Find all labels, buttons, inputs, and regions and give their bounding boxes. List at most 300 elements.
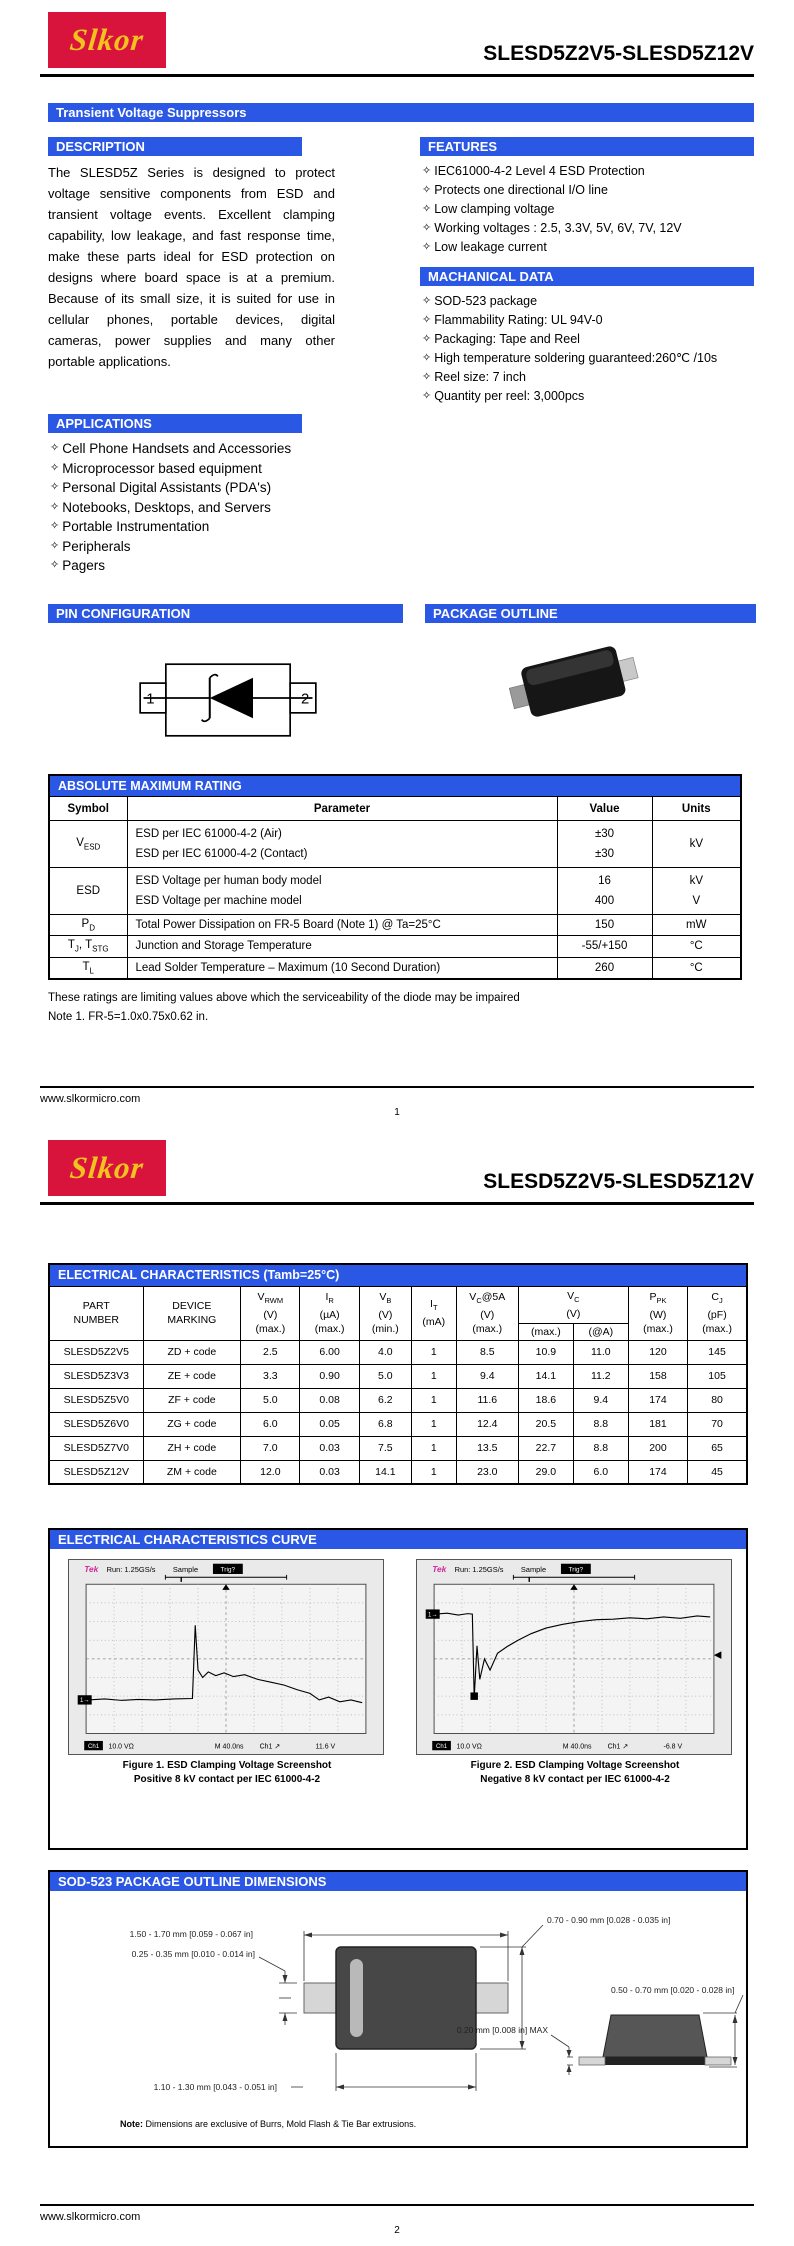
side-body	[603, 2015, 707, 2057]
ppk-cell: 174	[628, 1388, 687, 1412]
run-rate-label: Run: 1.25GS/s	[454, 1565, 504, 1575]
list-item	[48, 517, 335, 537]
part-number-cell: SLESD5Z2V5	[49, 1340, 143, 1364]
column-header-value: Value	[557, 797, 652, 821]
cond-line: (max.)	[702, 1323, 732, 1336]
vc-a-cell: 6.0	[573, 1460, 628, 1484]
symbol-base: T	[82, 960, 90, 973]
sym-sub: C	[476, 1296, 482, 1306]
dimension-label-side-height: 0.50 - 0.70 mm [0.020 - 0.028 in]	[611, 1985, 735, 1996]
column-header-parameter: Parameter	[127, 797, 557, 821]
header-line: MARKING	[167, 1314, 217, 1327]
parameter-cell	[127, 868, 557, 915]
pin-configuration-section	[48, 604, 403, 760]
cond-line: (max.)	[314, 1323, 345, 1336]
elec-table-title-row	[49, 1264, 747, 1286]
trigger-source: Ch1 ↗	[259, 1743, 281, 1751]
value-cell	[557, 868, 652, 915]
table-row	[49, 1340, 747, 1364]
feature-text: Low clamping voltage	[434, 202, 555, 216]
right-column	[420, 137, 754, 576]
package-outline-heading: PACKAGE OUTLINE	[425, 604, 756, 623]
sym: V	[567, 1289, 575, 1302]
sample-label: Sample	[172, 1565, 199, 1575]
vb-cell: 5.0	[359, 1364, 411, 1388]
it-cell: 1	[411, 1340, 456, 1364]
package-dimensions-heading: SOD-523 PACKAGE OUTLINE DIMENSIONS	[50, 1872, 746, 1891]
diamond-bullet-icon: ✧	[422, 241, 432, 253]
cj-cell: 145	[688, 1340, 747, 1364]
trig-badge-label: Trig?	[568, 1566, 584, 1574]
sym-sub: T	[432, 1303, 438, 1313]
device-marking-cell: ZM + code	[143, 1460, 241, 1484]
pin-package-row	[0, 604, 794, 760]
application-text: Peripherals	[62, 538, 131, 554]
sym-sub: J	[718, 1296, 723, 1306]
mechanical-text: High temperature soldering guaranteed:260℃ /10s	[434, 351, 718, 365]
list-item	[420, 387, 754, 406]
device-marking-cell: ZG + code	[143, 1412, 241, 1436]
figure-1	[68, 1559, 386, 1787]
package-note-label: Note:	[120, 2119, 143, 2130]
column-header-symbol: Symbol	[49, 797, 127, 821]
column-header-vc-at-a: (@A)	[573, 1323, 628, 1340]
device-marking-cell: ZD + code	[143, 1340, 241, 1364]
column-header-it	[411, 1286, 456, 1340]
column-header-cj	[688, 1286, 747, 1340]
package-dimension-drawing	[51, 1895, 745, 2117]
pin-2-label: 2	[300, 690, 310, 707]
document-title: SLESD5Z2V5-SLESD5Z12V	[483, 42, 754, 65]
document-title: SLESD5Z2V5-SLESD5Z12V	[483, 1170, 754, 1193]
elec-table-title: ELECTRICAL CHARACTERISTICS (Tamb=25°C)	[49, 1264, 747, 1286]
list-item	[420, 200, 754, 219]
vc-max-cell: 10.9	[518, 1340, 573, 1364]
diamond-bullet-icon: ✧	[50, 442, 60, 454]
ppk-cell: 200	[628, 1436, 687, 1460]
device-marking-cell: ZH + code	[143, 1436, 241, 1460]
symbol-sub: D	[89, 923, 95, 933]
column-header-ir	[300, 1286, 359, 1340]
symbol-cell	[49, 821, 127, 868]
package-note-text: Dimensions are exclusive of Burrs, Mold Flash & Tie Bar extrusions.	[143, 2119, 417, 2130]
abs-row-tl	[49, 957, 741, 979]
website-url: www.slkormicro.com	[40, 1093, 141, 1105]
table-row	[49, 1436, 747, 1460]
list-item	[420, 219, 754, 238]
feature-text: Low leakage current	[434, 240, 547, 254]
ir-cell: 0.03	[300, 1460, 359, 1484]
list-item	[48, 478, 335, 498]
trigger-level: 11.6 V	[315, 1743, 336, 1751]
symbol-base: P	[81, 918, 90, 930]
page-number: 2	[394, 2225, 400, 2236]
vc5a-cell: 12.4	[456, 1412, 518, 1436]
symbol-cell	[49, 915, 127, 936]
applications-heading: APPLICATIONS	[48, 414, 302, 433]
table-row	[49, 1364, 747, 1388]
brand-logo-text: Slkor	[68, 1150, 146, 1185]
vc-a-cell: 9.4	[573, 1388, 628, 1412]
unit-line: (mA)	[422, 1316, 446, 1329]
unit-line: (pF)	[707, 1309, 727, 1322]
mechanical-text: Flammability Rating: UL 94V-0	[434, 313, 603, 327]
list-item	[48, 537, 335, 557]
diamond-bullet-icon: ✧	[50, 481, 60, 493]
ratings-note: These ratings are limiting values above which the serviceability of the diode may be impaired	[48, 991, 520, 1004]
application-text: Cell Phone Handsets and Accessories	[62, 441, 292, 456]
features-heading: FEATURES	[420, 137, 754, 156]
sym: I	[430, 1298, 433, 1310]
unit-line: (V)	[378, 1309, 393, 1322]
parameter-cell: Junction and Storage Temperature	[127, 936, 557, 957]
description-text: The SLESD5Z Series is designed to protect voltage sensitive components from ESD and transient voltage events. Excellent clamping capability, low leakage, and fast response time, make these parts ideal for ESD protection on designs where board space is at a premium. Because of its small size, it is suited for use in cellular phones, portable devices, digital cameras, power supplies and many other portable applications.	[48, 165, 335, 369]
column-header-vrwm	[241, 1286, 300, 1340]
vb-cell: 7.5	[359, 1436, 411, 1460]
value-cell: 150	[557, 915, 652, 936]
footnote-1: Note 1. FR-5=1.0x0.75x0.62 in.	[48, 1010, 209, 1023]
features-list	[420, 162, 754, 257]
symbol-base: T	[85, 939, 93, 952]
cj-cell: 45	[688, 1460, 747, 1484]
electrical-characteristics-curve-box	[48, 1528, 748, 1850]
value-line: 400	[594, 895, 615, 907]
timebase: M 40.0ns	[562, 1743, 592, 1751]
run-rate-label: Run: 1.25GS/s	[106, 1565, 156, 1575]
abs-row-vesd	[49, 821, 741, 868]
sym: C	[711, 1291, 719, 1303]
dimension-label-span: 1.50 - 1.70 mm [0.059 - 0.067 in]	[129, 1929, 253, 1940]
mechanical-text: Packaging: Tape and Reel	[434, 332, 580, 346]
list-item	[48, 459, 335, 479]
elec-header-row-1	[49, 1286, 747, 1323]
symbol-sub: L	[89, 965, 94, 975]
page-number: 1	[394, 1107, 400, 1118]
left-column	[48, 137, 335, 576]
unit-line: (V)	[480, 1309, 495, 1322]
header-rule	[40, 1202, 754, 1205]
value-cell	[557, 821, 652, 868]
cond-line: (max.)	[472, 1323, 503, 1336]
ir-cell: 6.00	[300, 1340, 359, 1364]
vrwm-cell: 3.3	[241, 1364, 300, 1388]
list-item	[420, 181, 754, 200]
package-note	[50, 2117, 746, 2129]
diamond-bullet-icon: ✧	[422, 184, 432, 196]
units-cell: kV	[652, 821, 741, 868]
diamond-bullet-icon: ✧	[50, 539, 60, 552]
pin-configuration-diagram	[103, 645, 353, 755]
parameter-cell	[127, 821, 557, 868]
ppk-cell: 120	[628, 1340, 687, 1364]
it-cell: 1	[411, 1364, 456, 1388]
sym-sub: PK	[656, 1296, 667, 1306]
footer-rule	[40, 2204, 754, 2206]
vc5a-cell: 9.4	[456, 1364, 518, 1388]
sym: V	[469, 1291, 477, 1303]
curve-heading: ELECTRICAL CHARACTERISTICS CURVE	[50, 1530, 746, 1549]
value-line: 16	[598, 875, 611, 887]
ir-cell: 0.08	[300, 1388, 359, 1412]
record-view-bracket	[165, 1575, 286, 1580]
diamond-bullet-icon: ✧	[50, 500, 60, 513]
mechanical-text: SOD-523 package	[434, 294, 538, 308]
figure-1-caption-line-2: Positive 8 kV contact per IEC 61000-4-2	[133, 1774, 321, 1786]
figure-2	[416, 1559, 734, 1787]
unit-line: (µA)	[319, 1309, 340, 1322]
column-header-device-marking	[143, 1286, 241, 1340]
mechanical-list	[420, 292, 754, 406]
side-right-lead	[705, 2057, 731, 2065]
list-item	[420, 238, 754, 257]
abs-row-esd	[49, 868, 741, 915]
units-line: kV	[689, 875, 703, 887]
units-cell	[652, 868, 741, 915]
ppk-cell: 158	[628, 1364, 687, 1388]
units-cell: °C	[652, 936, 741, 957]
electrical-characteristics-table	[48, 1263, 748, 1485]
abs-table-title: ABSOLUTE MAXIMUM RATING	[49, 775, 741, 797]
ppk-cell: 174	[628, 1460, 687, 1484]
abs-row-tj-tstg	[49, 936, 741, 957]
sym-sub: R	[328, 1296, 334, 1306]
sym-suffix: @5A	[481, 1291, 506, 1303]
cond-line: (max.)	[643, 1323, 673, 1336]
diamond-bullet-icon: ✧	[422, 333, 432, 345]
volts-per-div: 10.0 VΩ	[456, 1743, 482, 1751]
side-body-base	[603, 2057, 707, 2065]
value-cell: -55/+150	[557, 936, 652, 957]
diamond-bullet-icon: ✧	[50, 559, 60, 571]
vrwm-cell: 2.5	[241, 1340, 300, 1364]
figure-1-caption-line-1: Figure 1. ESD Clamping Voltage Screenshot	[122, 1760, 332, 1772]
parameter-line: ESD per IEC 61000-4-2 (Contact)	[135, 848, 308, 860]
top-columns	[0, 137, 794, 576]
mechanical-text: Reel size: 7 inch	[434, 370, 526, 384]
oscilloscope-screenshot-2	[416, 1559, 732, 1755]
list-item	[420, 292, 754, 311]
timebase: M 40.0ns	[214, 1743, 244, 1751]
symbol-cell	[49, 936, 127, 957]
application-text: Pagers	[62, 558, 105, 573]
unit-line: (V)	[566, 1307, 581, 1320]
scope-figures	[50, 1549, 746, 1787]
parameter-line: ESD Voltage per machine model	[135, 895, 302, 907]
diamond-bullet-icon: ✧	[422, 165, 432, 177]
side-view	[551, 1995, 743, 2075]
units-cell: mW	[652, 915, 741, 936]
tek-logo-text: Tek	[84, 1564, 99, 1575]
ch1-readout-badge-label: Ch1	[88, 1744, 100, 1751]
vc-max-cell: 18.6	[518, 1388, 573, 1412]
vc5a-cell: 23.0	[456, 1460, 518, 1484]
vb-cell: 4.0	[359, 1340, 411, 1364]
cathode-band	[350, 1959, 363, 2037]
trig-badge-label: Trig?	[220, 1566, 236, 1574]
brand-logo	[48, 1140, 166, 1196]
list-item	[48, 439, 335, 459]
vc5a-cell: 13.5	[456, 1436, 518, 1460]
unit-line: (V)	[263, 1309, 278, 1322]
diamond-bullet-icon: ✧	[422, 314, 432, 326]
document-header	[0, 1128, 794, 1202]
parameter-cell: Lead Solder Temperature – Maximum (10 Second Duration)	[127, 957, 557, 979]
figure-2-caption-line-1: Figure 2. ESD Clamping Voltage Screenshot	[470, 1760, 680, 1772]
dimension-label-lead: 0.25 - 0.35 mm [0.010 - 0.014 in]	[131, 1949, 255, 1960]
website-url: www.slkormicro.com	[40, 2211, 141, 2223]
oscilloscope-screenshot-1	[68, 1559, 384, 1755]
vrwm-cell: 5.0	[241, 1388, 300, 1412]
header-rule	[40, 74, 754, 77]
column-header-vc-at-5a	[456, 1286, 518, 1340]
vb-cell: 6.2	[359, 1388, 411, 1412]
feature-text: Working voltages : 2.5, 3.3V, 5V, 6V, 7V, 12V	[434, 221, 682, 235]
diamond-bullet-icon: ✧	[422, 390, 432, 402]
units-line: V	[692, 895, 701, 907]
right-lead	[476, 1983, 508, 2013]
vc-max-cell: 20.5	[518, 1412, 573, 1436]
unit-line: (W)	[649, 1309, 667, 1322]
application-text: Portable Instrumentation	[62, 519, 210, 534]
tek-logo-text: Tek	[432, 1564, 447, 1575]
column-header-units: Units	[652, 797, 741, 821]
sample-label: Sample	[520, 1565, 547, 1575]
symbol-base: V	[76, 836, 84, 849]
cj-cell: 70	[688, 1412, 747, 1436]
header-line: DEVICE	[172, 1300, 212, 1313]
dimension-label-height: 0.70 - 0.90 mm [0.028 - 0.035 in]	[547, 1915, 671, 1926]
diamond-bullet-icon: ✧	[422, 222, 432, 234]
cond-line: (min.)	[371, 1323, 399, 1336]
units-cell: °C	[652, 957, 741, 979]
mechanical-heading: MACHANICAL DATA	[420, 267, 754, 286]
part-number-cell: SLESD5Z5V0	[49, 1388, 143, 1412]
cj-cell: 105	[688, 1364, 747, 1388]
figure-2-caption-line-2: Negative 8 kV contact per IEC 61000-4-2	[480, 1774, 670, 1786]
package-dimensions-box	[48, 1870, 748, 2148]
cond-line: (max.)	[255, 1323, 286, 1336]
vc-a-cell: 11.2	[573, 1364, 628, 1388]
feature-text: Protects one directional I/O line	[434, 183, 608, 197]
package-3d-image	[500, 635, 650, 735]
list-item	[48, 556, 335, 576]
diamond-bullet-icon: ✧	[50, 520, 60, 532]
vb-cell: 14.1	[359, 1460, 411, 1484]
pin-1-label: 1	[146, 690, 155, 707]
ir-cell: 0.03	[300, 1436, 359, 1460]
application-text: Microprocessor based equipment	[62, 460, 262, 476]
device-marking-cell: ZF + code	[143, 1388, 241, 1412]
trigger-level-arrow	[714, 1651, 721, 1658]
symbol-sub: STG	[92, 944, 109, 954]
banner-product-family: Transient Voltage Suppressors	[48, 103, 754, 122]
sym: P	[649, 1291, 657, 1303]
diamond-bullet-icon: ✧	[50, 461, 60, 474]
symbol-separator: ,	[78, 939, 86, 952]
diamond-bullet-icon: ✧	[422, 352, 432, 364]
dimension-label-standoff: 0.20 mm [0.008 in] MAX	[456, 2025, 548, 2036]
symbol-sub: ESD	[83, 842, 101, 852]
column-header-part-number	[49, 1286, 143, 1340]
part-number-cell: SLESD5Z7V0	[49, 1436, 143, 1460]
brand-logo	[48, 12, 166, 68]
vc5a-cell: 11.6	[456, 1388, 518, 1412]
vc5a-cell: 8.5	[456, 1340, 518, 1364]
trigger-level: -6.8 V	[663, 1743, 683, 1751]
symbol-cell	[49, 957, 127, 979]
vc-max-cell: 22.7	[518, 1436, 573, 1460]
ppk-cell: 181	[628, 1412, 687, 1436]
list-item	[420, 311, 754, 330]
part-number-cell: SLESD5Z6V0	[49, 1412, 143, 1436]
abs-table-header-row	[49, 797, 741, 821]
feature-text: IEC61000-4-2 Level 4 ESD Protection	[434, 164, 645, 178]
sym: V	[379, 1291, 387, 1303]
list-item	[420, 162, 754, 181]
list-item	[420, 368, 754, 387]
table-row	[49, 1412, 747, 1436]
it-cell: 1	[411, 1436, 456, 1460]
document-header	[0, 0, 794, 74]
sym-sub: B	[386, 1296, 392, 1306]
sym: V	[257, 1291, 265, 1303]
footer-rule	[40, 1086, 754, 1088]
list-item	[420, 330, 754, 349]
header-line: PART	[82, 1300, 110, 1313]
ir-cell: 0.05	[300, 1412, 359, 1436]
page-footer	[40, 1086, 754, 1118]
parameter-line: ESD Voltage per human body model	[135, 875, 322, 887]
cj-cell: 80	[688, 1388, 747, 1412]
symbol-base: T	[67, 939, 75, 952]
column-header-vc	[518, 1286, 628, 1323]
vc-max-cell: 14.1	[518, 1364, 573, 1388]
ir-cell: 0.90	[300, 1364, 359, 1388]
column-header-vb	[359, 1286, 411, 1340]
diamond-bullet-icon: ✧	[422, 371, 432, 383]
sym: I	[325, 1291, 329, 1303]
it-cell: 1	[411, 1460, 456, 1484]
vrwm-cell: 12.0	[241, 1460, 300, 1484]
it-cell: 1	[411, 1388, 456, 1412]
part-number-cell: SLESD5Z3V3	[49, 1364, 143, 1388]
sym-sub: C	[574, 1294, 580, 1304]
page-2	[0, 1128, 794, 2246]
table-row	[49, 1388, 747, 1412]
applications-list	[48, 439, 335, 576]
package-outline-section	[425, 604, 756, 760]
page-footer	[40, 2204, 754, 2236]
vc-a-cell: 11.0	[573, 1340, 628, 1364]
cj-cell: 65	[688, 1436, 747, 1460]
channel-1-marker-label: 1→	[79, 1698, 90, 1705]
vc-a-cell: 8.8	[573, 1412, 628, 1436]
brand-logo-text: Slkor	[68, 22, 146, 57]
sym-sub: RWM	[264, 1296, 284, 1306]
list-item	[48, 498, 335, 518]
application-text: Notebooks, Desktops, and Servers	[62, 499, 271, 515]
volts-per-div: 10.0 VΩ	[108, 1743, 134, 1751]
table-row	[49, 1460, 747, 1484]
list-item	[420, 349, 754, 368]
value-cell: 260	[557, 957, 652, 979]
part-number-cell: SLESD5Z12V	[49, 1460, 143, 1484]
value-line: ±30	[594, 848, 615, 860]
column-header-vc-max: (max.)	[518, 1323, 573, 1340]
vrwm-cell: 7.0	[241, 1436, 300, 1460]
vb-cell: 6.8	[359, 1412, 411, 1436]
diamond-bullet-icon: ✧	[422, 295, 432, 307]
